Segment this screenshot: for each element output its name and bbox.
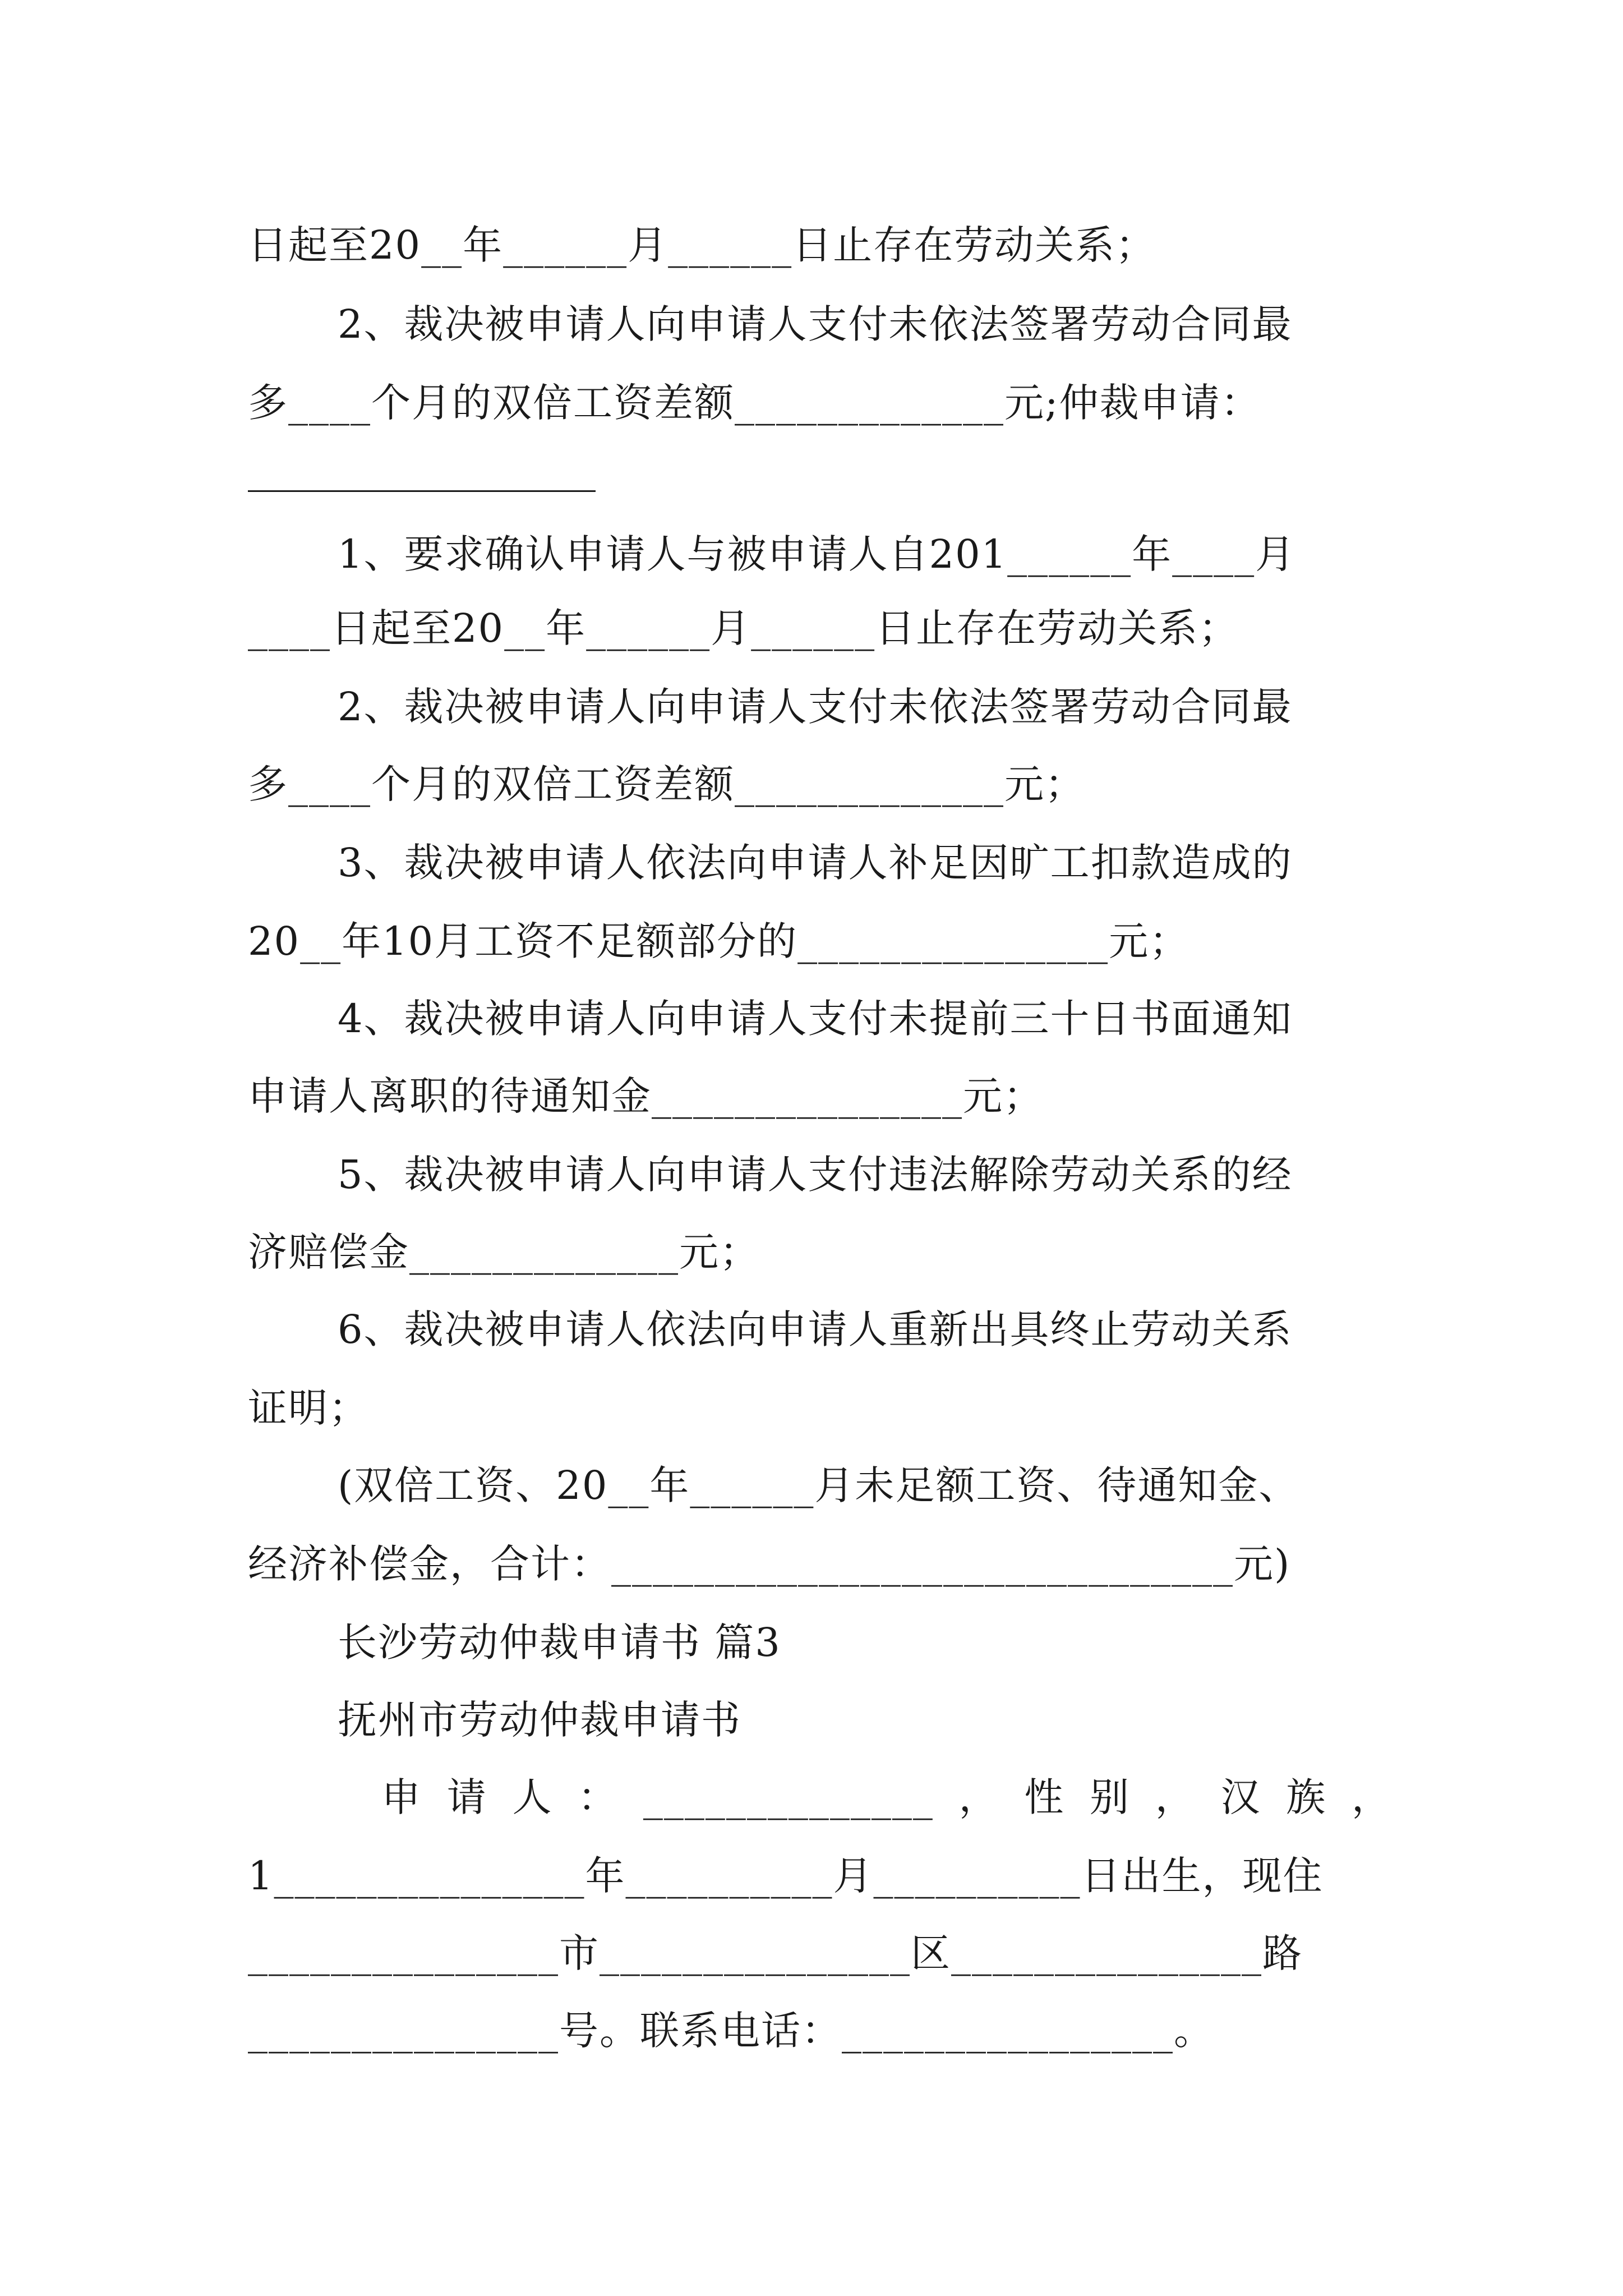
text-line: (双倍工资、20__年______月未足额工资、待通知金、 <box>338 1462 1299 1508</box>
applicant-char: 人 <box>512 1774 553 1820</box>
separator-line <box>248 490 596 492</box>
applicant-char: ， <box>1351 1774 1392 1820</box>
applicant-char: 汉 <box>1220 1774 1261 1820</box>
text-line: 多____个月的双倍工资差额_____________元； <box>248 761 1085 807</box>
text-line: 6、裁决被申请人依法向申请人重新出具终止劳动关系 <box>338 1306 1293 1352</box>
text-line: 申请人离职的待通知金_______________元； <box>248 1073 1044 1119</box>
applicant-char: 族 <box>1286 1774 1327 1820</box>
text-line: 证明； <box>248 1385 369 1431</box>
text-line: 日起至20__年______月______日止存在劳动关系； <box>248 222 1156 268</box>
applicant-char: 别 <box>1090 1774 1131 1820</box>
applicant-char: ： <box>578 1774 619 1820</box>
applicant-char: 申 <box>381 1774 422 1820</box>
applicant-char: ， <box>958 1774 999 1820</box>
text-line: 5、裁决被申请人向申请人支付违法解除劳动关系的经 <box>338 1152 1293 1198</box>
text-line: 1、要求确认申请人与被申请人自201______年____月 <box>338 531 1296 577</box>
text-line: _______________市_______________区_______________路 <box>248 1930 1303 1976</box>
text-line: 20__年10月工资不足额部分的_______________元； <box>248 918 1190 964</box>
text-line: 2、裁决被申请人向申请人支付未依法签署劳动合同最 <box>338 301 1293 347</box>
text-line: 3、裁决被申请人依法向申请人补足因旷工扣款造成的 <box>338 840 1293 886</box>
section-heading: 长沙劳动仲裁申请书 篇3 <box>338 1619 781 1665</box>
text-line: 4、裁决被申请人向申请人支付未提前三十日书面通知 <box>338 996 1293 1042</box>
document-title: 抚州市劳动仲裁申请书 <box>338 1697 741 1743</box>
text-line: 多____个月的双倍工资差额_____________元;仲裁申请： <box>248 380 1261 426</box>
applicant-row <box>381 1770 1392 1824</box>
text-line: ____日起至20__年______月______日止存在劳动关系； <box>248 605 1239 651</box>
applicant-char: ， <box>1155 1774 1196 1820</box>
text-line: 济赔偿金_____________元； <box>248 1229 760 1275</box>
text-line: _______________号。联系电话：________________。 <box>248 2008 1214 2054</box>
applicant-name-blank: ______________ <box>643 1774 934 1820</box>
text-line: 经济补偿金，合计：______________________________元) <box>248 1541 1291 1587</box>
text-line: 1_______________年__________月__________日出生，现住 <box>248 1853 1324 1899</box>
applicant-char: 性 <box>1024 1774 1065 1820</box>
text-line: 2、裁决被申请人向申请人支付未依法签署劳动合同最 <box>338 684 1293 730</box>
applicant-char: 请 <box>446 1774 487 1820</box>
